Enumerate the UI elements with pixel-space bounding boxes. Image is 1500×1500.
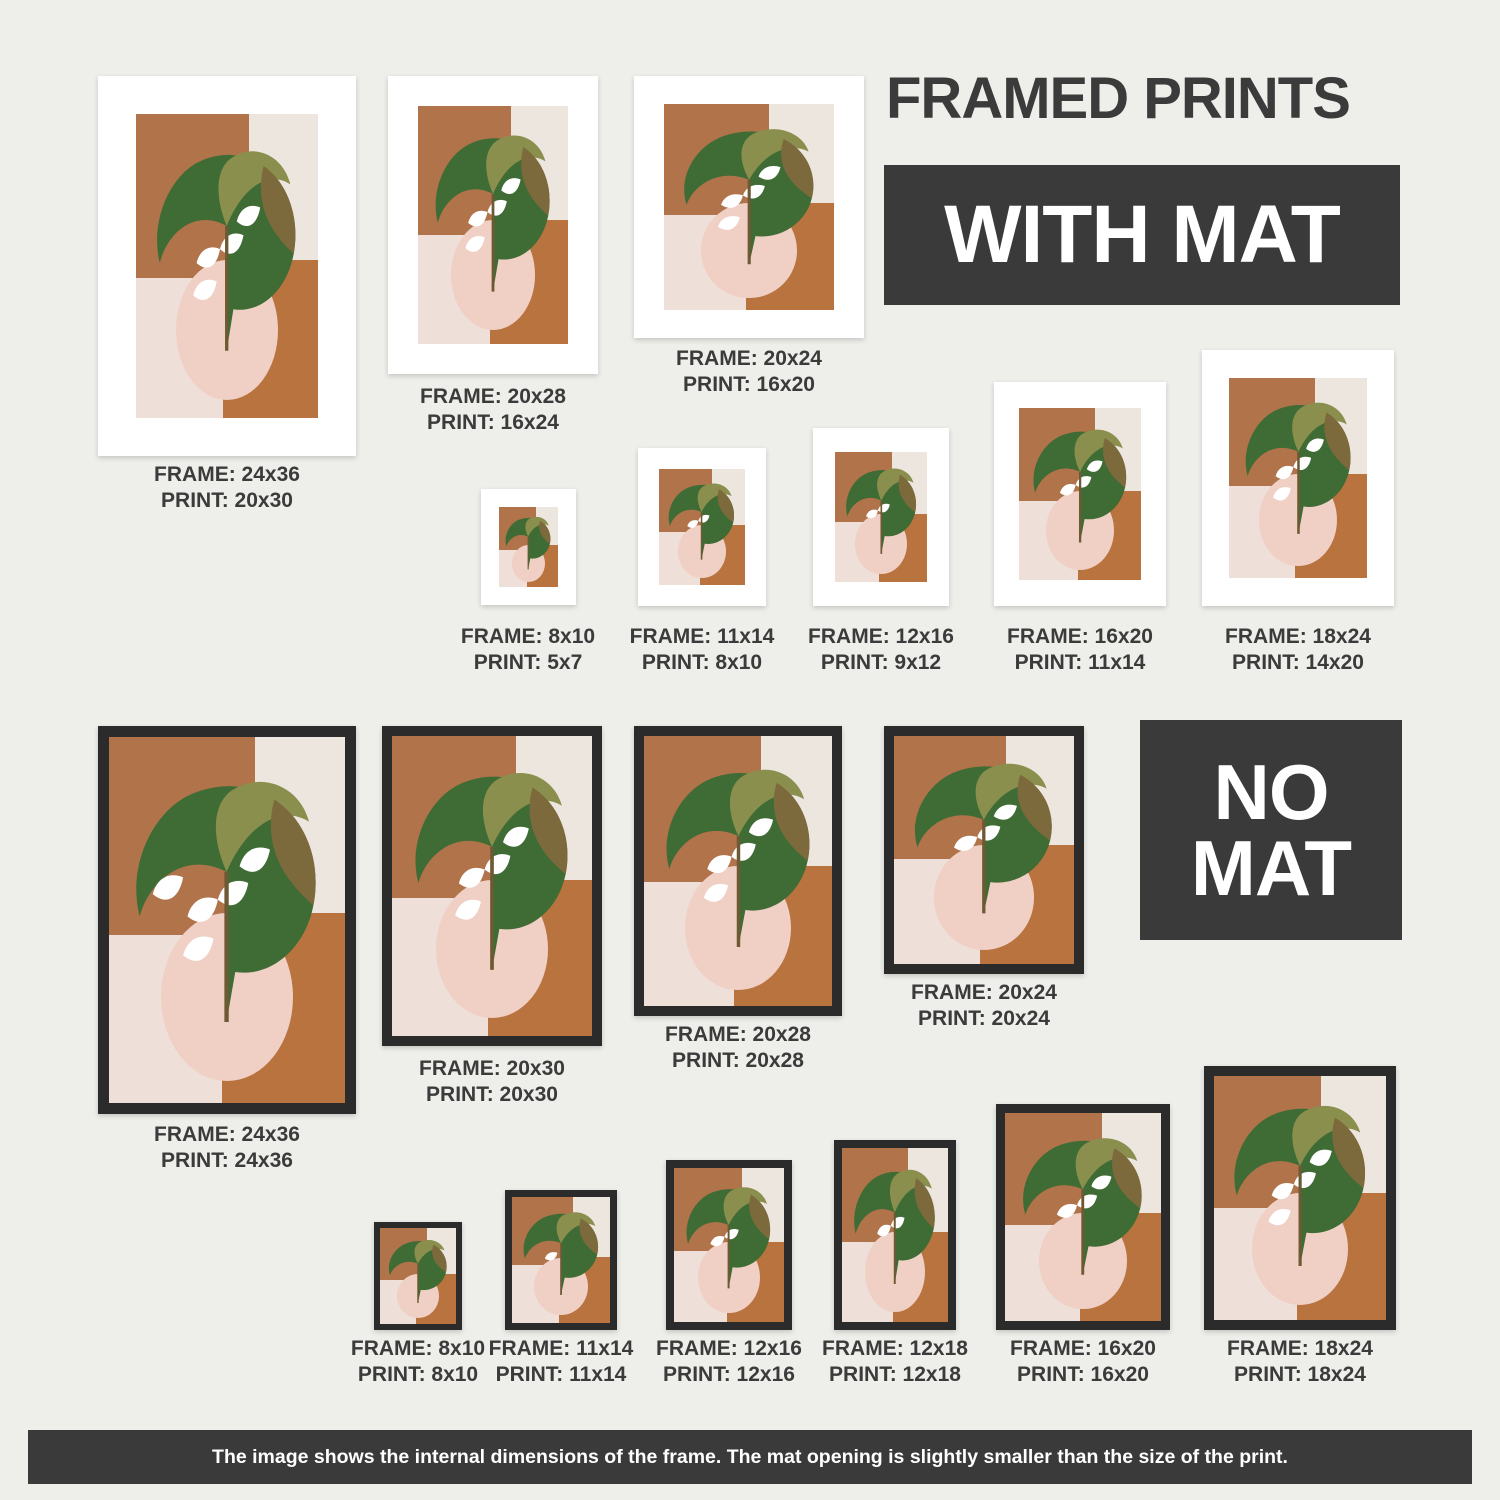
frame-with-mat-8x10[interactable] bbox=[481, 489, 576, 605]
frame-with-mat-20x24[interactable] bbox=[634, 76, 864, 338]
artwork bbox=[512, 1197, 610, 1323]
monstera-leaf-icon bbox=[383, 1233, 453, 1306]
no-mat-label-line1: NO bbox=[1213, 747, 1329, 836]
frame-size-label: FRAME: 20x24 bbox=[911, 981, 1057, 1004]
caption-no-mat-20x30 bbox=[362, 1056, 622, 1109]
print-size-label: PRINT: 20x30 bbox=[426, 1083, 558, 1107]
monstera-leaf-icon bbox=[501, 511, 555, 572]
monstera-leaf-icon bbox=[901, 747, 1067, 920]
frame-no-mat-12x18[interactable] bbox=[834, 1140, 956, 1330]
frame-no-mat-20x30[interactable] bbox=[382, 726, 602, 1046]
print-size-label: PRINT: 12x16 bbox=[663, 1363, 795, 1387]
artwork bbox=[894, 736, 1074, 964]
monstera-leaf-icon bbox=[652, 750, 825, 955]
frame-no-mat-11x14[interactable] bbox=[505, 1190, 617, 1330]
page-title: FRAMED PRINTS bbox=[886, 66, 1350, 131]
frame-size-label: FRAME: 16x20 bbox=[1010, 1337, 1156, 1360]
monstera-leaf-icon bbox=[1221, 1088, 1379, 1273]
artwork bbox=[664, 104, 834, 310]
artwork bbox=[1229, 378, 1367, 578]
print-size-label: PRINT: 5x7 bbox=[473, 651, 583, 675]
artwork bbox=[380, 1228, 456, 1324]
frame-with-mat-11x14[interactable] bbox=[638, 448, 766, 606]
caption-no-mat-18x24 bbox=[1170, 1336, 1430, 1389]
section-banner-with-mat bbox=[884, 165, 1400, 305]
frame-size-label: FRAME: 16x20 bbox=[1007, 625, 1153, 648]
frame-size-label: FRAME: 24x36 bbox=[154, 1123, 300, 1146]
print-size-label: PRINT: 11x14 bbox=[495, 1363, 627, 1387]
print-size-label: PRINT: 16x24 bbox=[427, 411, 559, 435]
monstera-leaf-icon bbox=[1235, 388, 1362, 540]
frame-size-label: FRAME: 12x16 bbox=[808, 625, 954, 648]
section-banner-no-mat bbox=[1140, 720, 1402, 940]
frame-no-mat-8x10[interactable] bbox=[374, 1222, 462, 1330]
monstera-leaf-icon bbox=[118, 755, 335, 1033]
artwork bbox=[136, 114, 318, 418]
frame-size-label: FRAME: 18x24 bbox=[1225, 625, 1371, 648]
frame-size-label: FRAME: 18x24 bbox=[1227, 1337, 1373, 1360]
monstera-leaf-icon bbox=[1024, 417, 1136, 548]
artwork bbox=[392, 736, 592, 1036]
frame-no-mat-20x28[interactable] bbox=[634, 726, 842, 1016]
monstera-leaf-icon bbox=[516, 1203, 606, 1299]
artwork bbox=[1005, 1113, 1161, 1321]
print-size-label: PRINT: 24x36 bbox=[161, 1149, 293, 1173]
frame-size-label: FRAME: 20x28 bbox=[665, 1023, 811, 1046]
frame-size-label: FRAME: 20x28 bbox=[420, 385, 566, 408]
frame-no-mat-18x24[interactable] bbox=[1204, 1066, 1396, 1330]
print-size-label: PRINT: 20x30 bbox=[161, 489, 293, 513]
monstera-leaf-icon bbox=[662, 475, 741, 563]
monstera-leaf-icon bbox=[846, 1157, 944, 1289]
frame-size-label: FRAME: 20x24 bbox=[676, 347, 822, 370]
footer-note-bar bbox=[28, 1430, 1472, 1484]
artwork bbox=[1019, 408, 1141, 580]
caption-with-mat-20x28 bbox=[363, 384, 623, 437]
caption-with-mat-20x24 bbox=[619, 346, 879, 399]
caption-with-mat-24x36 bbox=[98, 462, 356, 515]
artwork bbox=[842, 1148, 948, 1322]
frame-size-label: FRAME: 20x30 bbox=[419, 1057, 565, 1080]
print-size-label: PRINT: 11x14 bbox=[1014, 651, 1146, 675]
artwork bbox=[659, 469, 745, 585]
with-mat-label: WITH MAT bbox=[944, 188, 1340, 280]
frame-size-label: FRAME: 12x18 bbox=[822, 1337, 968, 1360]
frame-no-mat-20x24[interactable] bbox=[884, 726, 1084, 974]
artwork bbox=[109, 737, 345, 1103]
monstera-leaf-icon bbox=[143, 129, 310, 360]
monstera-leaf-icon bbox=[671, 114, 827, 271]
artwork bbox=[1214, 1076, 1386, 1320]
print-size-label: PRINT: 18x24 bbox=[1234, 1363, 1366, 1387]
frame-size-label: FRAME: 8x10 bbox=[350, 1337, 486, 1360]
artwork bbox=[644, 736, 832, 1006]
print-size-label: PRINT: 8x10 bbox=[641, 651, 763, 675]
frame-with-mat-18x24[interactable] bbox=[1202, 350, 1394, 606]
footer-note-text: The image shows the internal dimensions of the frame. The mat opening is slightly smaller than the size of the print. bbox=[212, 1445, 1288, 1468]
monstera-leaf-icon bbox=[424, 118, 562, 299]
frame-size-label: FRAME: 24x36 bbox=[154, 463, 300, 486]
print-size-label: PRINT: 20x28 bbox=[672, 1049, 804, 1073]
frame-no-mat-24x36[interactable] bbox=[98, 726, 356, 1114]
artwork bbox=[674, 1168, 784, 1322]
caption-no-mat-20x24 bbox=[854, 980, 1114, 1033]
frame-size-label: FRAME: 8x10 bbox=[460, 625, 596, 648]
artwork bbox=[499, 507, 558, 587]
print-size-label: PRINT: 16x20 bbox=[683, 373, 815, 397]
no-mat-label-line2: MAT bbox=[1190, 824, 1352, 912]
monstera-leaf-icon bbox=[1011, 1123, 1155, 1281]
frame-size-label: FRAME: 11x14 bbox=[629, 625, 775, 648]
frame-with-mat-12x16[interactable] bbox=[813, 428, 949, 606]
print-size-label: PRINT: 8x10 bbox=[357, 1363, 479, 1387]
artwork bbox=[835, 452, 927, 582]
frame-with-mat-16x20[interactable] bbox=[994, 382, 1166, 606]
monstera-leaf-icon bbox=[400, 751, 584, 979]
print-size-label: PRINT: 16x20 bbox=[1017, 1363, 1149, 1387]
caption-no-mat-24x36 bbox=[98, 1122, 356, 1175]
frame-with-mat-20x28[interactable] bbox=[388, 76, 598, 374]
print-size-label: PRINT: 9x12 bbox=[820, 651, 942, 675]
frame-size-label: FRAME: 12x16 bbox=[656, 1337, 802, 1360]
monstera-leaf-icon bbox=[678, 1176, 779, 1293]
caption-with-mat-18x24 bbox=[1168, 624, 1428, 677]
frame-with-mat-24x36[interactable] bbox=[98, 76, 356, 456]
frame-no-mat-12x16[interactable] bbox=[666, 1160, 792, 1330]
caption-no-mat-20x28 bbox=[608, 1022, 868, 1075]
monstera-leaf-icon bbox=[839, 459, 924, 558]
frame-no-mat-16x20[interactable] bbox=[996, 1104, 1170, 1330]
print-size-label: PRINT: 20x24 bbox=[918, 1007, 1050, 1031]
print-size-label: PRINT: 14x20 bbox=[1232, 651, 1364, 675]
print-size-label: PRINT: 12x18 bbox=[829, 1363, 961, 1387]
artwork bbox=[418, 106, 568, 344]
frame-size-label: FRAME: 11x14 bbox=[488, 1337, 634, 1360]
